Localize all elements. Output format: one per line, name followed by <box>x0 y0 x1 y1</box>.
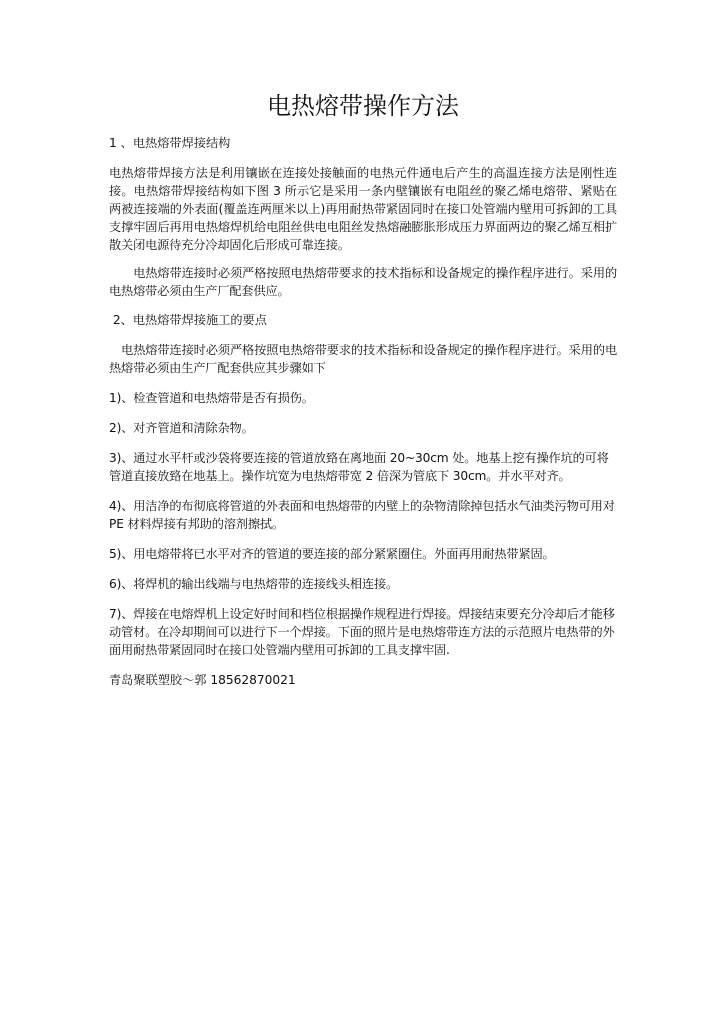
step-item: 4)、用洁净的布彻底将管道的外表面和电热熔带的内壁上的杂物清除掉包括水气油类污物可用对 PE 材料焊接有邦助的溶剂擦拭。 <box>109 499 615 531</box>
step-item: 6)、将焊机的输出线端与电热熔带的连接线头相连接。 <box>109 577 399 591</box>
step-item: 1)、检查管道和电热熔带是否有损伤。 <box>109 391 314 405</box>
paragraph-requirements: 电热熔带连接时必须严格按照电热熔带要求的技术指标和设备规定的操作程序进行。采用的电热熔带必须由生产厂配套供应。 <box>109 266 617 298</box>
section-heading-structure: 1 、电热熔带焊接结构 <box>109 136 231 150</box>
document-page <box>109 88 617 689</box>
paragraph-structure-description: 电热熔带焊接方法是利用镶嵌在连接处接触面的电热元件通电后产生的高温连接方法是刚性连接。电热熔带焊接结构如下图 3 所示它是采用一条内壁镶嵌有电阻丝的聚乙烯电熔带、紧贴在两被连接端的外表面(覆盖连两厘米以上)再用耐热带紧固同时在接口处管端内壁用可拆卸的工具支撑牢固后再用电热熔焊机给电阻丝供电电阻丝发热熔融膨胀形成压力界面两边的聚乙烯互相扩散关闭电源待充分冷却固化后形成可靠连接。 <box>109 166 617 252</box>
step-item: 5)、用电熔带将已水平对齐的管道的要连接的部分紧紧圈住。外面再用耐热带紧固。 <box>109 547 555 561</box>
step-item: 2)、对齐管道和清除杂物。 <box>109 421 254 435</box>
document-title: 电热熔带操作方法 <box>267 92 459 120</box>
paragraph-steps-intro: 电热熔带连接时必须严格按照电热熔带要求的技术指标和设备规定的操作程序进行。采用的电热熔带必须由生产厂配套供应其步骤如下 <box>109 343 617 375</box>
step-item: 3)、通过水平杆或沙袋将要连接的管道放臵在离地面 20~30cm 处。地基上挖有操作坑的可将管道直接放臵在地基上。操作坑宽为电热熔带宽 2 倍深为管底下 30cm。并水平对齐。 <box>109 451 609 483</box>
step-item: 7)、焊接在电熔焊机上设定好时间和档位根据操作规程进行焊接。焊接结束要充分冷却后才能移动管材。在冷却期间可以进行下一个焊接。下面的照片是电热熔带连方法的示范照片电热带的外面用耐热带紧固同时在接口处管端内壁用可拆卸的工具支撑牢固. <box>109 607 615 657</box>
section-heading-key-points: 2、电热熔带焊接施工的要点 <box>109 313 267 327</box>
contact-line: 青岛聚联塑胶～郭 18562870021 <box>109 673 296 687</box>
